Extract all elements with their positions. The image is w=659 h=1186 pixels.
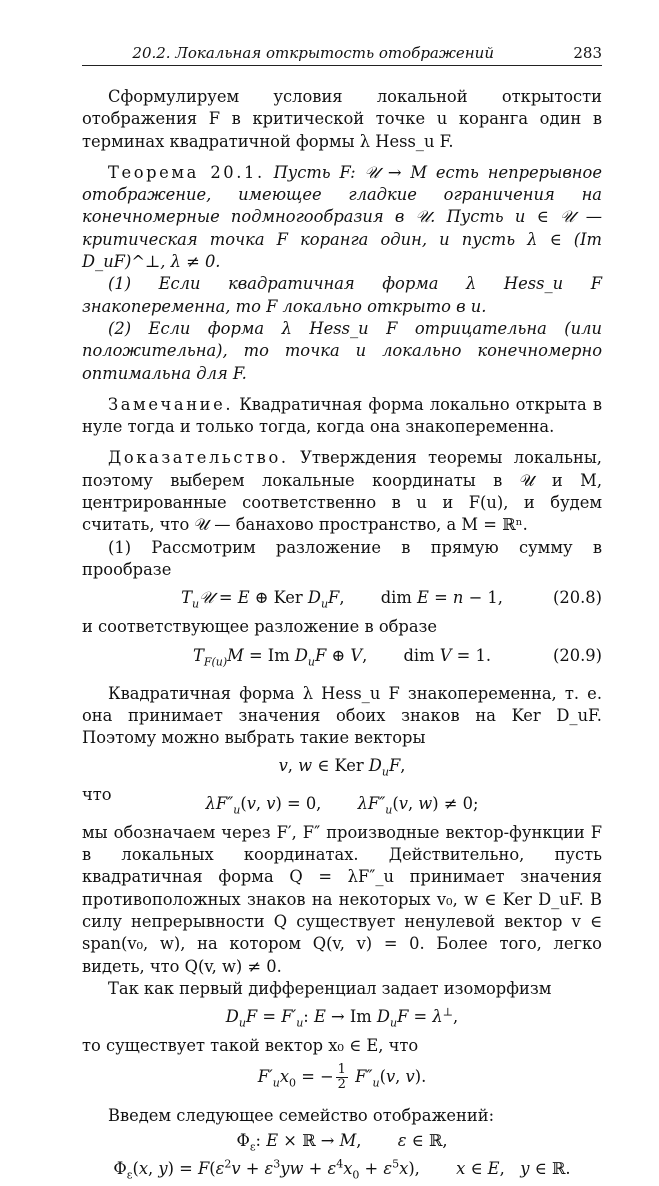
formula-x0 bbox=[82, 1057, 602, 1105]
proof-step-1: (1) Рассмотрим разложение в прямую сумму в прообразе bbox=[82, 537, 602, 579]
equation-20-9-formula: $T_{F(u)}M = Im$ $D_uF$ ⊕ V, dim V = 1. bbox=[192, 645, 492, 668]
theorem-item-2-text: (2) Если форма λ Hess_u F отрицательна (или положительна), то точка u локально конечномерно оптимальна для F. bbox=[82, 318, 602, 383]
formula-x0-text: $F'_ux_0$ = − $\frac{1}{2}$ $F''_u(v$, v). bbox=[257, 1062, 427, 1093]
running-title: 20.2. Локальная открытость отображений bbox=[132, 44, 494, 62]
formula-second-derivative bbox=[82, 787, 602, 822]
equation-20-8-formula: $T_u𝒰 = E$ ⊕ Ker $D_uF$, dim E = n − 1, bbox=[181, 588, 503, 611]
formula-family-definition bbox=[82, 1156, 602, 1186]
remark-label: Замечание. bbox=[108, 394, 234, 414]
formula-isomorphism bbox=[82, 1000, 602, 1035]
equation-20-9-label: (20.9) bbox=[553, 645, 602, 665]
formula-isomorphism-text: $D_uF = F'_u$: E → Im $D_uF = \lambda^\perp$, bbox=[225, 1005, 459, 1030]
page-body bbox=[82, 86, 602, 1186]
equation-20-8 bbox=[82, 581, 602, 616]
theorem-item-2 bbox=[82, 318, 602, 385]
theorem-item-1 bbox=[82, 273, 602, 318]
theorem-paragraph bbox=[82, 162, 602, 273]
theorem-text: Пусть F: 𝒰 → M есть непрерывное отображение, имеющее гладкие ограничения на конечномерные подмногообразия в 𝒰. Пусть u ∈ 𝒰 — критическая точка F коранга один, и пусть λ ∈ (Im D_uF)^⊥, λ ≠ 0. bbox=[82, 162, 602, 272]
equation-20-9 bbox=[82, 639, 602, 674]
theorem-label: Теорема 20.1. bbox=[108, 162, 265, 182]
paragraph-quadratic-form: Квадратичная форма λ Hess_u F знакопеременна, т. е. она принимает значения обоих знаков на Ker D_uF. Поэтому можно выбрать такие векторы bbox=[82, 683, 602, 748]
between-equations-text: и соответствующее разложение в образе bbox=[82, 617, 438, 637]
formula-vectors bbox=[82, 749, 602, 784]
theorem-item-1-text: (1) Если квадратичная форма λ Hess_u F знакопеременна, то F локально открыто в u. bbox=[82, 274, 602, 316]
formula-second-derivative-text: $\lambda F''_u(v$, v) = 0, $\lambda F''_u(v$, w) ≠ 0; bbox=[205, 793, 479, 816]
proof-paragraph bbox=[82, 447, 602, 536]
that-text: что bbox=[82, 785, 112, 805]
fraction-one-half bbox=[336, 1063, 348, 1092]
proof-text: Утверждения теоремы локальны, поэтому выберем локальные координаты в 𝒰 и M, центрированные соответственно в u и F(u), и будем считать, что 𝒰 — банахово пространство, а M = ℝⁿ. bbox=[82, 448, 602, 535]
remark-paragraph bbox=[82, 394, 602, 439]
paragraph-derivatives: мы обозначаем через F′, F″ производные вектор-функции F в локальных координатах. Действительно, пусть квадратичная форма Q = λF″_u принимает значения противоположных знаков на некоторых v₀, w ∈ Ker D_uF. В силу непрерывности Q существует ненулевой вектор v ∈ span(v₀, w), на котором Q(v, v) = 0. Более того, легко видеть, что Q(v, w) ≠ 0. bbox=[82, 822, 602, 976]
page-number: 283 bbox=[573, 44, 602, 62]
running-header bbox=[82, 43, 602, 66]
paragraph-family: Введем следующее семейство отображений: bbox=[108, 1106, 495, 1126]
formula-family-map-text: $\Phi_\varepsilon$: E × ℝ → M, ε ∈ ℝ, bbox=[236, 1130, 448, 1153]
remark-text: Квадратичная форма локально открыта в нуле тогда и только тогда, когда она знакопеременна. bbox=[82, 394, 602, 437]
formula-vectors-text: v, w ∈ Ker $D_uF$, bbox=[278, 756, 406, 779]
fraction-numerator: 1 bbox=[337, 1062, 346, 1078]
formula-family-definition-text: $\Phi_\varepsilon(x$, $y) = F(\varepsilon^2v + \varepsilon^3yw + \varepsilon^4x_0 + \varepsilon^5x)$, x ∈ E, y ∈ ℝ. bbox=[113, 1157, 571, 1181]
equation-20-8-label: (20.8) bbox=[553, 588, 602, 608]
fraction-denominator: 2 bbox=[337, 1077, 346, 1093]
proof-label: Доказательство. bbox=[108, 448, 289, 468]
paragraph-vector-x0: то существует такой вектор x₀ ∈ E, что bbox=[82, 1036, 419, 1056]
intro-paragraph: Сформулируем условия локальной открытости отображения F в критической точке u коранга один в терминах квадратичной формы λ Hess_u F. bbox=[82, 87, 602, 151]
paragraph-isomorphism: Так как первый дифференциал задает изоморфизм bbox=[108, 978, 552, 998]
formula-family-map bbox=[82, 1128, 602, 1156]
